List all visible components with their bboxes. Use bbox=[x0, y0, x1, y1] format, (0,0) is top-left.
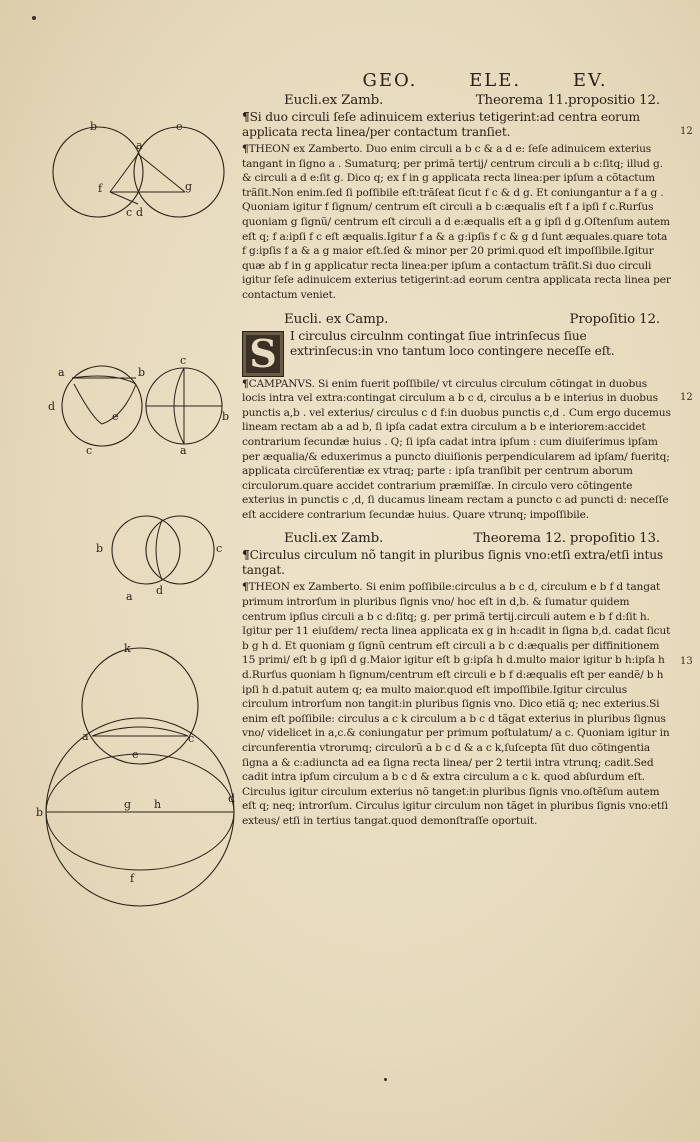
label-c2: c bbox=[180, 354, 187, 367]
section1-body: ¶THEON ex Zamberto. Duo enim circuli a b c & a d e: ſeſe adinuicem exterius tangant in ſigno a . Sumaturq; per primã tertij/ centrum circuli a b c:ſitq; illud g. & circuli a d e:ſit g. Dico q; ex f in g applicata recta linea:per ipſum a cõtactum trãſit.Non enim.ſed ſi poſſibile eſt:trãſeat ſicut f c & d g. Et coniungantur a f a g . Quoniam igitur f ſignum/ centrum eſt circuli a b c:æqualis eſt f a ipſi f c.Rurſus quoniam g ſignũ/ centrum eſt circuli a d e:æqualis eſt a g ipſi d g.Oſtenſum autem eſt q; f a:ipſi f c eſt æqualis.Igitur f a & a g:ipſis f c & g d ſunt æquales.quare tota f g:ipſis f a & a g maior eſt.ſed & minor per 20 primi.quod eſt impoſſibile.Igitur quæ ab f in g applicatur recta linea:per ipſum a contactum trãſit.Si duo circuli igitur ſeſe adinuicem exterius tetigerint:ad eorum centra applicata recta linea per contactum veniet. bbox=[242, 143, 671, 301]
section1-proposition: ¶Si duo circuli ſeſe adinuicem exterius tetigerint:ad centra eorum applicata recta linea/per contactum tranſiet. bbox=[242, 110, 640, 139]
signature-dot bbox=[384, 1078, 387, 1081]
label-a: a bbox=[82, 730, 89, 743]
margin-note-2: 12 bbox=[680, 392, 693, 403]
label-c: c bbox=[216, 542, 223, 555]
section3-source: Eucli.ex Zamb. bbox=[284, 531, 384, 547]
margin-note-3: 13 bbox=[680, 656, 693, 667]
pilcrow-icon: ¶ bbox=[242, 110, 250, 124]
label-b: b bbox=[90, 120, 98, 133]
section2-heading bbox=[242, 311, 672, 329]
section2-proposition: S I circulus circulnm contingat ſiue intrinſecus ſiue extrinſecus:in vno tantum loco contingere neceſſe eſt. bbox=[242, 329, 672, 359]
label-h: h bbox=[154, 798, 162, 811]
margin-note-1: 12 bbox=[680, 126, 693, 137]
section1-source: Eucli.ex Zamb. bbox=[284, 93, 384, 108]
pilcrow-icon: ¶ bbox=[242, 377, 249, 390]
section3-body: ¶THEON ex Zamberto. Si enim poſſibile:circulus a b c d, circulum e b f d tangat primum introrſum in pluribus ſignis vno/ hoc eſt in d,b. & ſumatur quidem centrum ipſius circuli a b c d:ſitq; g. per primã tertij.circuli autem e b f d:ſit h. Igitur per 11 eiuſdem/ recta linea applicata ex g in h:cadit in ſigna b,d. cadat ſicut b g h d. Et quoniam g ſignũ centrum eſt circuli a b c d:æqualis per diffinitionem 15 primi/ eſt b g ipſi d g.Maior igitur eſt b g:ipſa h d.multo maior igitur b h:ipſa h d.Rurſus quoniam h ſignum/centrum eſt circuli e b f d:æqualis eſt per eandẽ/ b h ipſi h d.patuit autem q; ea multo maior.quod eſt impoſſibile.Igitur circulus circulum introrſum non tangit:in pluribus ſignis vno. Dico etiã q; nec exterius.Si enim eſt poſſibile: circulus a c k circulum a b c d tãgat exterius in pluribus ſignus vno/ videlicet in a,c.& coniungatur per primum poſtulatum/ a c. Quoniam igitur in circunferentia vtrorumq; circulorũ a b c d & a c k,ſuſcepta ſũt duo cõtingentia ſigna a & c:adiuncta ad ea ſigna recta linea/ per 2 tertii intra vtrunq; cadit.Sed cadit intra ipſum circulum a b c d & extra circulum a c k. quod abſurdum eſt. Circulus igitur circulum exterius nõ tanget:in pluribus ſignis vno.oſtẽſum autem eſt q; neq; introrſum. Circulus igitur circulum non tãget in pluribus ſignis vno:etſi exteus/ etſi in tertius tangat.quod demonſtraſſe oportuit. bbox=[242, 581, 671, 827]
ink-dot bbox=[32, 16, 36, 20]
figure-interior-circles bbox=[92, 512, 232, 602]
label-e: e bbox=[112, 410, 119, 423]
pilcrow-icon: ¶ bbox=[242, 548, 250, 563]
label-a: a bbox=[136, 139, 143, 152]
label-b2: b bbox=[222, 410, 230, 423]
section3-theorem: Theorema 12. propoſitio 13. bbox=[473, 531, 660, 547]
label-f: f bbox=[98, 182, 103, 195]
figure-contact-circles bbox=[44, 356, 234, 456]
running-header bbox=[298, 70, 672, 92]
label-f: f bbox=[130, 872, 135, 885]
pilcrow-icon: ¶ bbox=[242, 581, 249, 594]
label-a: a bbox=[58, 366, 65, 379]
pilcrow-icon: ¶ bbox=[242, 143, 249, 155]
label-d: d bbox=[156, 584, 164, 597]
section2-lead: CAMPANVS. bbox=[248, 377, 315, 390]
decorated-initial: S bbox=[242, 331, 284, 377]
figure-large-construction bbox=[36, 640, 236, 940]
label-e: e bbox=[176, 120, 183, 133]
header-ele: ELE. bbox=[469, 70, 522, 91]
section1-heading bbox=[242, 92, 672, 110]
label-k: k bbox=[124, 642, 131, 655]
section2-source: Eucli. ex Camp. bbox=[284, 311, 389, 327]
section3-proposition: ¶Circulus circulum nõ tangit in pluribus ſignis vno:etſi extra/etſi intus tangat. bbox=[242, 548, 664, 578]
figure-tangent-circles bbox=[40, 112, 240, 222]
section2-theorem: Propoſitio 12. bbox=[569, 311, 660, 327]
label-b: b bbox=[96, 542, 104, 555]
header-geo: GEO. bbox=[362, 70, 418, 91]
section2-body: ¶CAMPANVS. Si enim fuerit poſſibile/ vt circulus circulum cõtingat in duobus locis intra vel extra:contingat circulum a b c d, circulus a b e interius in duobus punctis a,b . vel exterius/ circulus c d f:in duobus punctis c,d . Cum ergo ducemus lineam rectam ab a ad b, ſi ipſa cadat extra circulum a b e interiorem:accidet contrarium ſecundæ huius . Q; ſi ipſa cadat intra ipſum : cum diuiſerimus ipſam per æqualia/& eduxerimus a puncto diuiſionis perpendicularem ad ipſam/ fueritq; applicata circũferentiæ ex vtraq; parte : ipſa tranſibit per centrum aborum circulorum.quare accidet contrarium præmiſſæ. In circulo vero cõtingente exterius in punctis c ,d, ſi ducamus lineam rectam a puncto c ad puncti d: neceſſe eſt accidere contrarium ſecundæ huius. Quare vtrunq; impoſſibile. bbox=[242, 377, 671, 521]
label-b: b bbox=[36, 806, 44, 819]
label-a: a bbox=[126, 590, 133, 603]
text-column bbox=[242, 70, 672, 829]
label-d: d bbox=[48, 400, 56, 413]
label-e: e bbox=[132, 748, 139, 761]
section3-lead: THEON bbox=[248, 581, 290, 594]
label-c: c bbox=[126, 206, 133, 219]
label-a2: a bbox=[180, 444, 187, 457]
label-c: c bbox=[188, 732, 195, 745]
header-eu: EV. bbox=[572, 70, 608, 91]
section3-heading bbox=[242, 530, 672, 548]
label-g: g bbox=[124, 798, 132, 811]
label-d: d bbox=[228, 792, 236, 805]
label-b: b bbox=[138, 366, 146, 379]
section1-theorem: Theorema 11.propositio 12. bbox=[475, 93, 660, 108]
section1-lead: THEON bbox=[248, 143, 290, 155]
label-g: g bbox=[185, 180, 193, 193]
label-c: c bbox=[86, 444, 93, 457]
label-d: d bbox=[136, 206, 144, 219]
